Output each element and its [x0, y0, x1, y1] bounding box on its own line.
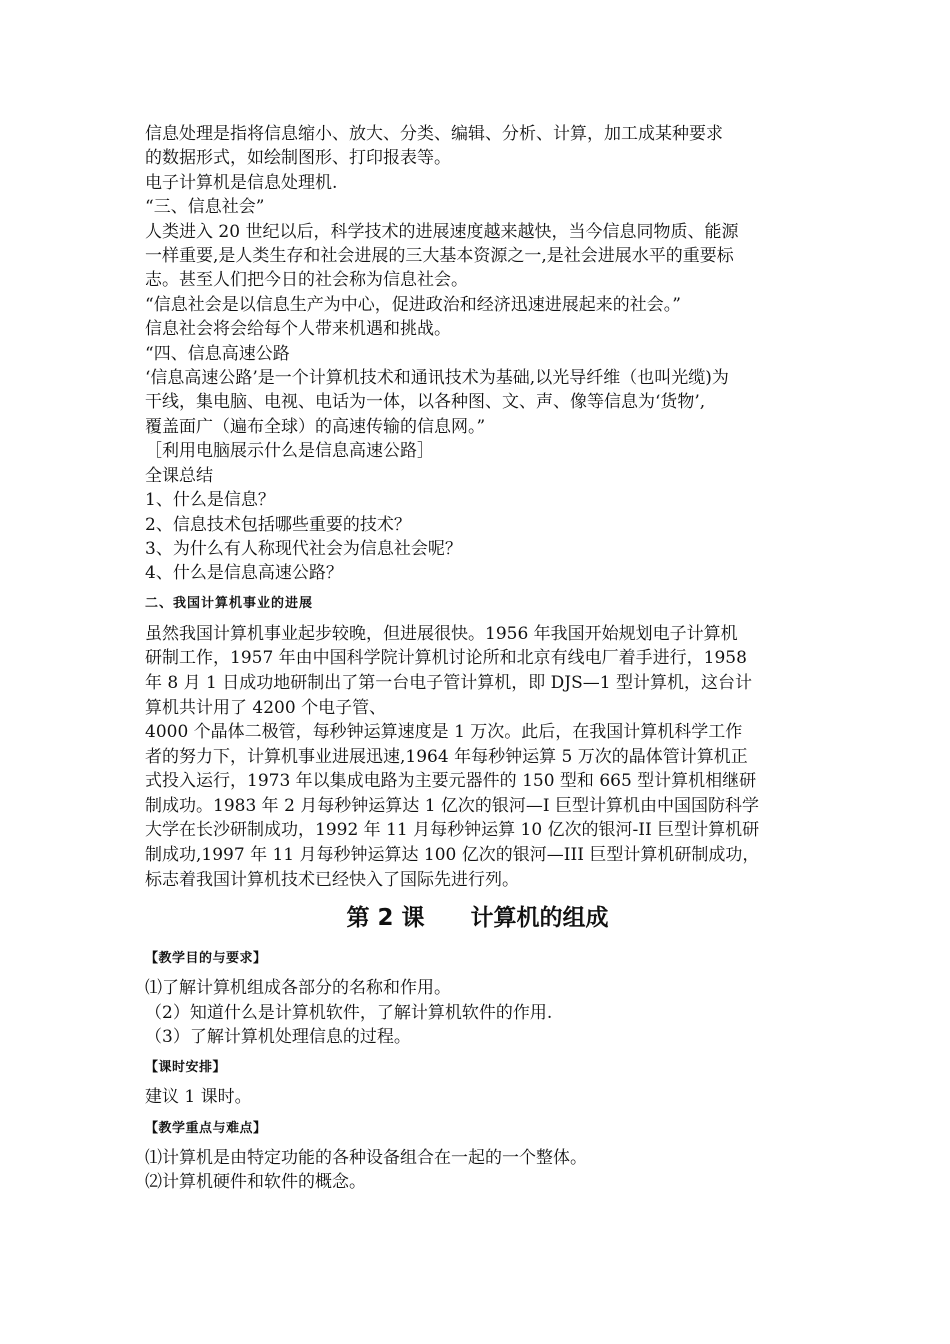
text-line: 信息处理是指将信息缩小、放大、分类、编辑、分析、计算，加工成某种要求 — [145, 124, 723, 144]
text-line: ［利用电脑展示什么是信息高速公路］ — [145, 441, 434, 462]
summary-question: 4、什么是信息高速公路？ — [145, 563, 343, 584]
lesson-title: 第 2 课 计算机的组成 — [346, 905, 609, 932]
objective-item: （2）知道什么是计算机软件，了解计算机软件的作用. — [145, 1002, 553, 1023]
history-paragraph — [145, 622, 810, 893]
text-line: 虽然我国计算机事业起步较晚，但进展很快。1956 年我国开始规划电子计算机 — [145, 623, 738, 644]
text-line: 一样重要,是人类生存和社会进展的三大基本资源之一,是社会进展水平的重要标 — [145, 246, 734, 267]
text-line: “三、信息社会” — [145, 197, 265, 218]
summary-question: 2、信息技术包括哪些重要的技术？ — [145, 514, 411, 535]
focus-item: ⑵计算机硬件和软件的概念。 — [145, 1172, 366, 1193]
text-line: “四、信息高速公路 — [145, 343, 290, 364]
text-line: 人类进入 20 世纪以后，科学技术的进展速度越来越快，当今信息同物质、能源 — [145, 221, 739, 242]
text-line: 覆盖面广（遍布全球）的高速传输的信息网。” — [145, 416, 486, 437]
objective-item: （3）了解计算机处理信息的过程。 — [145, 1027, 411, 1048]
text-line: 大学在长沙研制成功，1992 年 11 月每秒钟运算 10 亿次的银河-II 巨型计算机研 — [145, 820, 760, 841]
text-line: 式投入运行，1973 年以集成电路为主要元器件的 150 型和 665 型计算机相继研 — [145, 771, 757, 792]
document-page — [145, 122, 810, 1195]
text-line: 算机共计用了 4200 个电子管、 — [145, 697, 387, 718]
schedule-heading: 【课时安排】 — [145, 1060, 227, 1076]
summary-question: 3、为什么有人称现代社会为信息社会呢？ — [145, 538, 462, 559]
schedule-text: 建议 1 课时。 — [145, 1087, 252, 1108]
text-line: 干线，集电脑、电视、电话为一体，以各种图、文、声、像等信息为‘货物’, — [145, 392, 706, 413]
text-line: 信息社会将会给每个人带来机遇和挑战。 — [145, 319, 451, 340]
text-line: 标志着我国计算机技术已经快入了国际先进行列。 — [145, 869, 519, 890]
text-line: 者的努力下，计算机事业进展迅速,1964 年每秒钟运算 5 万次的晶体管计算机正 — [145, 746, 748, 767]
text-line: 制成功,1997 年 11 月每秒钟运算达 100 亿次的银河—III 巨型计算机研制成功， — [145, 845, 760, 866]
summary-question: 1、什么是信息？ — [145, 490, 275, 511]
history-heading: 二、我国计算机事业的进展 — [145, 595, 314, 611]
text-line: 的数据形式，如绘制图形、打印报表等。 — [145, 148, 451, 169]
text-line: 全课总结 — [145, 465, 213, 486]
text-line: “信息社会是以信息生产为中心，促进政治和经济迅速进展起来的社会。” — [145, 294, 681, 315]
text-line: 研制工作，1957 年由中国科学院计算机讨论所和北京有线电厂着手进行，1958 — [145, 648, 747, 669]
text-line: 4000 个晶体二极管，每秒钟运算速度是 1 万次。此后，在我国计算机科学工作 — [145, 722, 743, 743]
objective-item: ⑴了解计算机组成各部分的名称和作用。 — [145, 978, 451, 999]
focus-heading: 【教学重点与难点】 — [145, 1120, 267, 1136]
focus-item: ⑴计算机是由特定功能的各种设备组合在一起的一个整体。 — [145, 1147, 587, 1168]
objectives-heading: 【教学目的与要求】 — [145, 951, 267, 967]
text-line: 年 8 月 1 日成功地研制出了第一台电子管计算机，即 DJS—1 型计算机，这台计 — [145, 672, 752, 693]
text-line: 制成功。1983 年 2 月每秒钟运算达 1 亿次的银河—I 巨型计算机由中国国防科学 — [145, 795, 760, 816]
text-line: 电子计算机是信息处理机. — [145, 172, 338, 193]
info-society-section — [145, 122, 810, 586]
text-line: ‘信息高速公路’是一个计算机技术和通讯技术为基础,以光导纤维（也叫光缆)为 — [145, 368, 729, 389]
text-line: 志。甚至人们把今日的社会称为信息社会。 — [145, 270, 468, 291]
